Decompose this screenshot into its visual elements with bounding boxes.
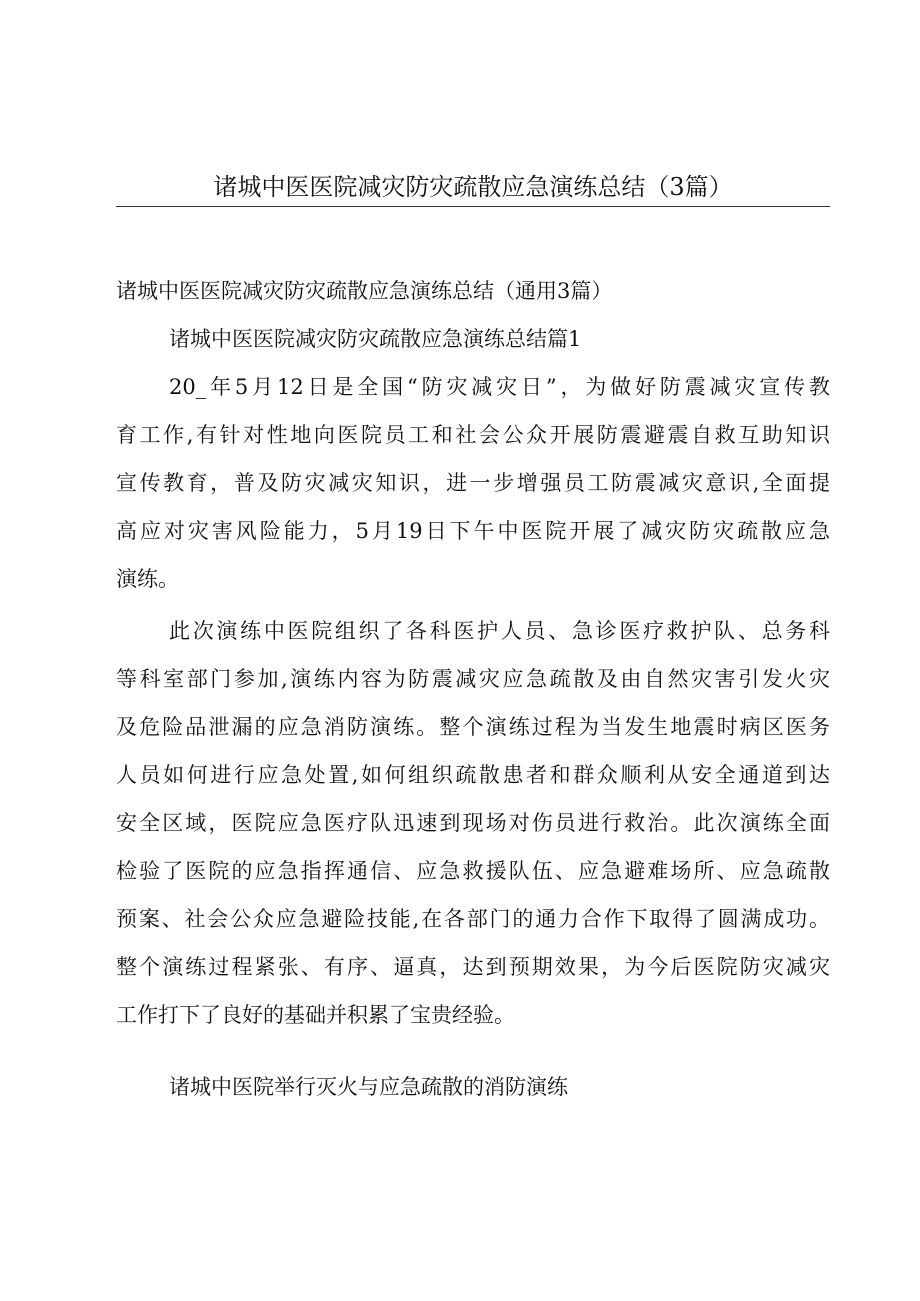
paragraph2-line-8: 整个演练过程紧张、有序、逼真，达到预期效果，为今后医院防灾减灾 xyxy=(116,955,830,979)
paragraph2-line-6: 检验了医院的应急指挥通信、应急救援队伍、应急避难场所、应急疏散 xyxy=(116,859,830,883)
paragraph1-line-2: 育工作,有针对性地向医院员工和社会公众开展防震避震自救互助知识 xyxy=(116,423,830,447)
closing-heading: 诸城中医院举行灭火与应急疏散的消防演练 xyxy=(169,1075,568,1099)
document-title: 诸城中医医院减灾防灾疏散应急演练总结（3篇） xyxy=(116,168,830,207)
paragraph2-line-1: 此次演练中医院组织了各科医护人员、急诊医疗救护队、总务科 xyxy=(169,619,830,643)
paragraph1-line-1: 20_年5月12日是全国“防灾减灾日”，为做好防震减灾宣传教 xyxy=(169,375,830,399)
paragraph2-line-3: 及危险品泄漏的应急消防演练。整个演练过程为当发生地震时病区医务 xyxy=(116,715,830,739)
paragraph1-line-3: 宣传教育，普及防灾减灾知识，进一步增强员工防震减灾意识,全面提 xyxy=(116,471,830,495)
paragraph2-line-5: 安全区域，医院应急医疗队迅速到现场对伤员进行救治。此次演练全面 xyxy=(116,811,830,835)
paragraph2-line-4: 人员如何进行应急处置,如何组织疏散患者和群众顺利从安全通道到达 xyxy=(116,763,830,787)
paragraph1-line-5: 演练。 xyxy=(116,567,179,591)
paragraph2-line-7: 预案、社会公众应急避险技能,在各部门的通力合作下取得了圆满成功。 xyxy=(116,907,830,931)
section-heading: 诸城中医医院减灾防灾疏散应急演练总结篇1 xyxy=(169,327,582,351)
paragraph1-line-4: 高应对灾害风险能力，5月19日下午中医院开展了减灾防灾疏散应急 xyxy=(116,519,830,543)
paragraph2-line-2: 等科室部门参加,演练内容为防震减灾应急疏散及由自然灾害引发火灾 xyxy=(116,667,830,691)
document-subtitle: 诸城中医医院减灾防灾疏散应急演练总结（通用3篇） xyxy=(116,279,613,303)
paragraph2-line-9: 工作打下了良好的基础并积累了宝贵经验。 xyxy=(116,1003,515,1027)
